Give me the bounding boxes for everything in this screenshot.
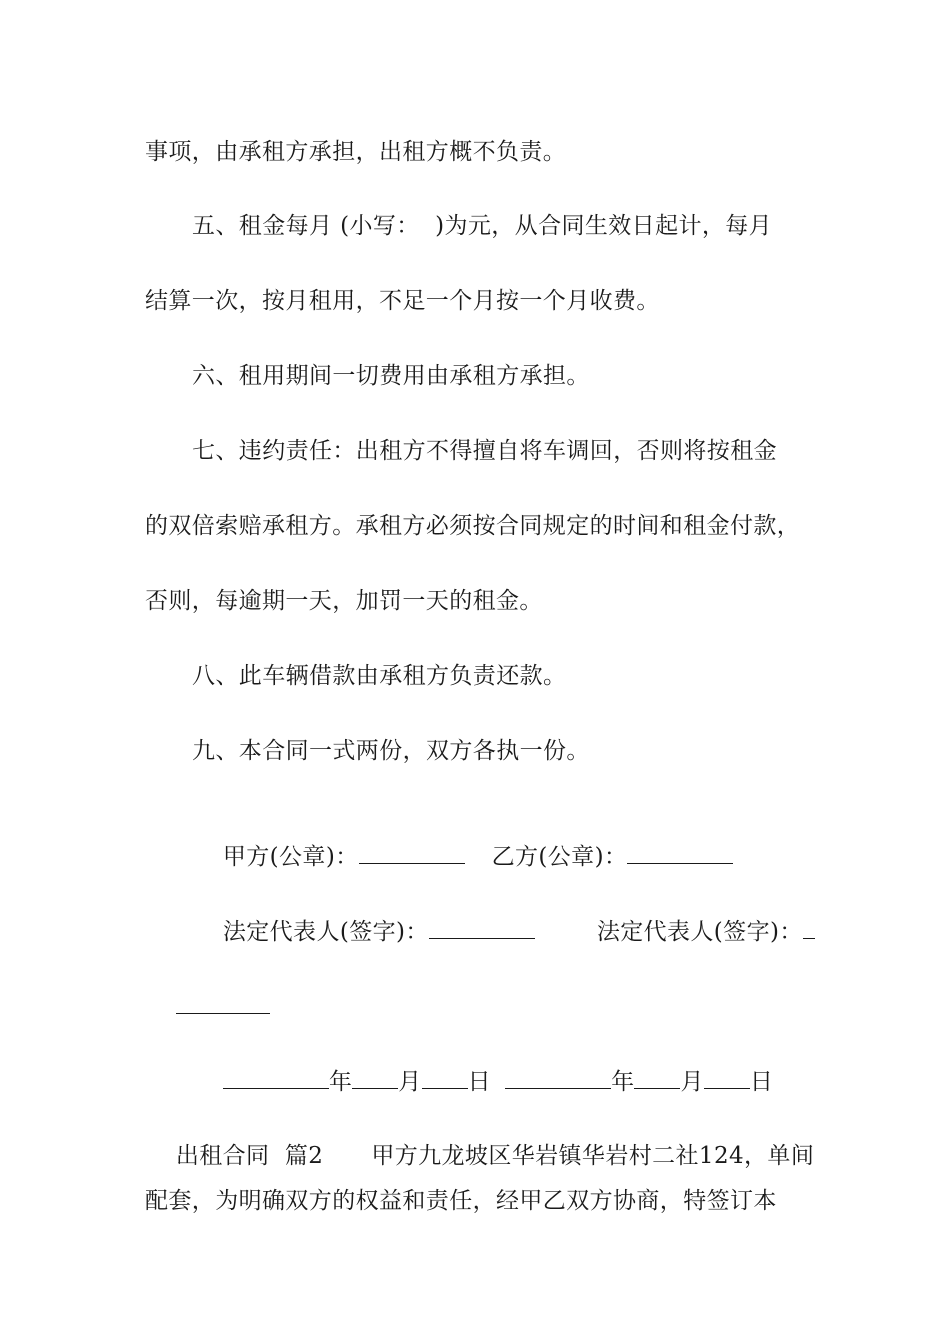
month-a-blank bbox=[352, 1066, 398, 1089]
clause-7-line-1: 七、违约责任：出租方不得擅自将车调回，否则将按租金 bbox=[192, 438, 777, 464]
month-a-label: 月 bbox=[398, 1069, 422, 1095]
day-a-blank bbox=[422, 1066, 468, 1089]
rep-b-label: 法定代表人(签字)： bbox=[596, 919, 803, 945]
next-section-title: 出租合同 篇2 bbox=[175, 1143, 324, 1169]
party-b-seal-blank bbox=[627, 841, 733, 864]
clause-7-line-2: 的双倍索赔承租方。承租方必须按合同规定的时间和租金付款， bbox=[145, 513, 801, 539]
day-a-label: 日 bbox=[467, 1069, 492, 1095]
clause-9: 九、本合同一式两份，双方各执一份。 bbox=[192, 738, 590, 764]
month-b-label: 月 bbox=[680, 1069, 704, 1095]
next-section-line-2: 配套，为明确双方的权益和责任，经甲乙双方协商，特签订本 bbox=[145, 1188, 777, 1214]
year-a-blank bbox=[223, 1066, 329, 1089]
year-a-label: 年 bbox=[328, 1069, 353, 1095]
party-b-seal-label: 乙方(公章)： bbox=[491, 844, 628, 870]
paragraph-line: 事项，由承租方承担，出租方概不负责。 bbox=[145, 139, 567, 165]
clause-5-line-2: 结算一次，按月租用，不足一个月按一个月收费。 bbox=[145, 288, 660, 314]
party-a-seal-blank bbox=[359, 841, 465, 864]
next-section-text: 甲方九龙坡区华岩镇华岩村二社124，单间 bbox=[371, 1143, 815, 1169]
clause-6: 六、租用期间一切费用由承租方承担。 bbox=[192, 363, 590, 389]
day-b-label: 日 bbox=[749, 1069, 774, 1095]
clause-5-line-1: 五、租金每月 (小写： )为元，从合同生效日起计，每月 bbox=[192, 213, 773, 239]
day-b-blank bbox=[704, 1066, 750, 1089]
rep-a-label: 法定代表人(签字)： bbox=[222, 919, 429, 945]
month-b-blank bbox=[634, 1066, 680, 1089]
rep-b-blank-end bbox=[176, 991, 270, 1014]
representative-line bbox=[192, 886, 815, 977]
rep-a-blank bbox=[429, 916, 535, 939]
rep-b-blank-start bbox=[803, 916, 815, 939]
clause-7-line-3: 否则，每逾期一天，加罚一天的租金。 bbox=[145, 588, 543, 614]
year-b-label: 年 bbox=[611, 1069, 635, 1095]
clause-8: 八、此车辆借款由承租方负责还款。 bbox=[192, 663, 567, 689]
party-a-seal-label: 甲方(公章)： bbox=[222, 844, 359, 870]
year-b-blank bbox=[505, 1066, 611, 1089]
